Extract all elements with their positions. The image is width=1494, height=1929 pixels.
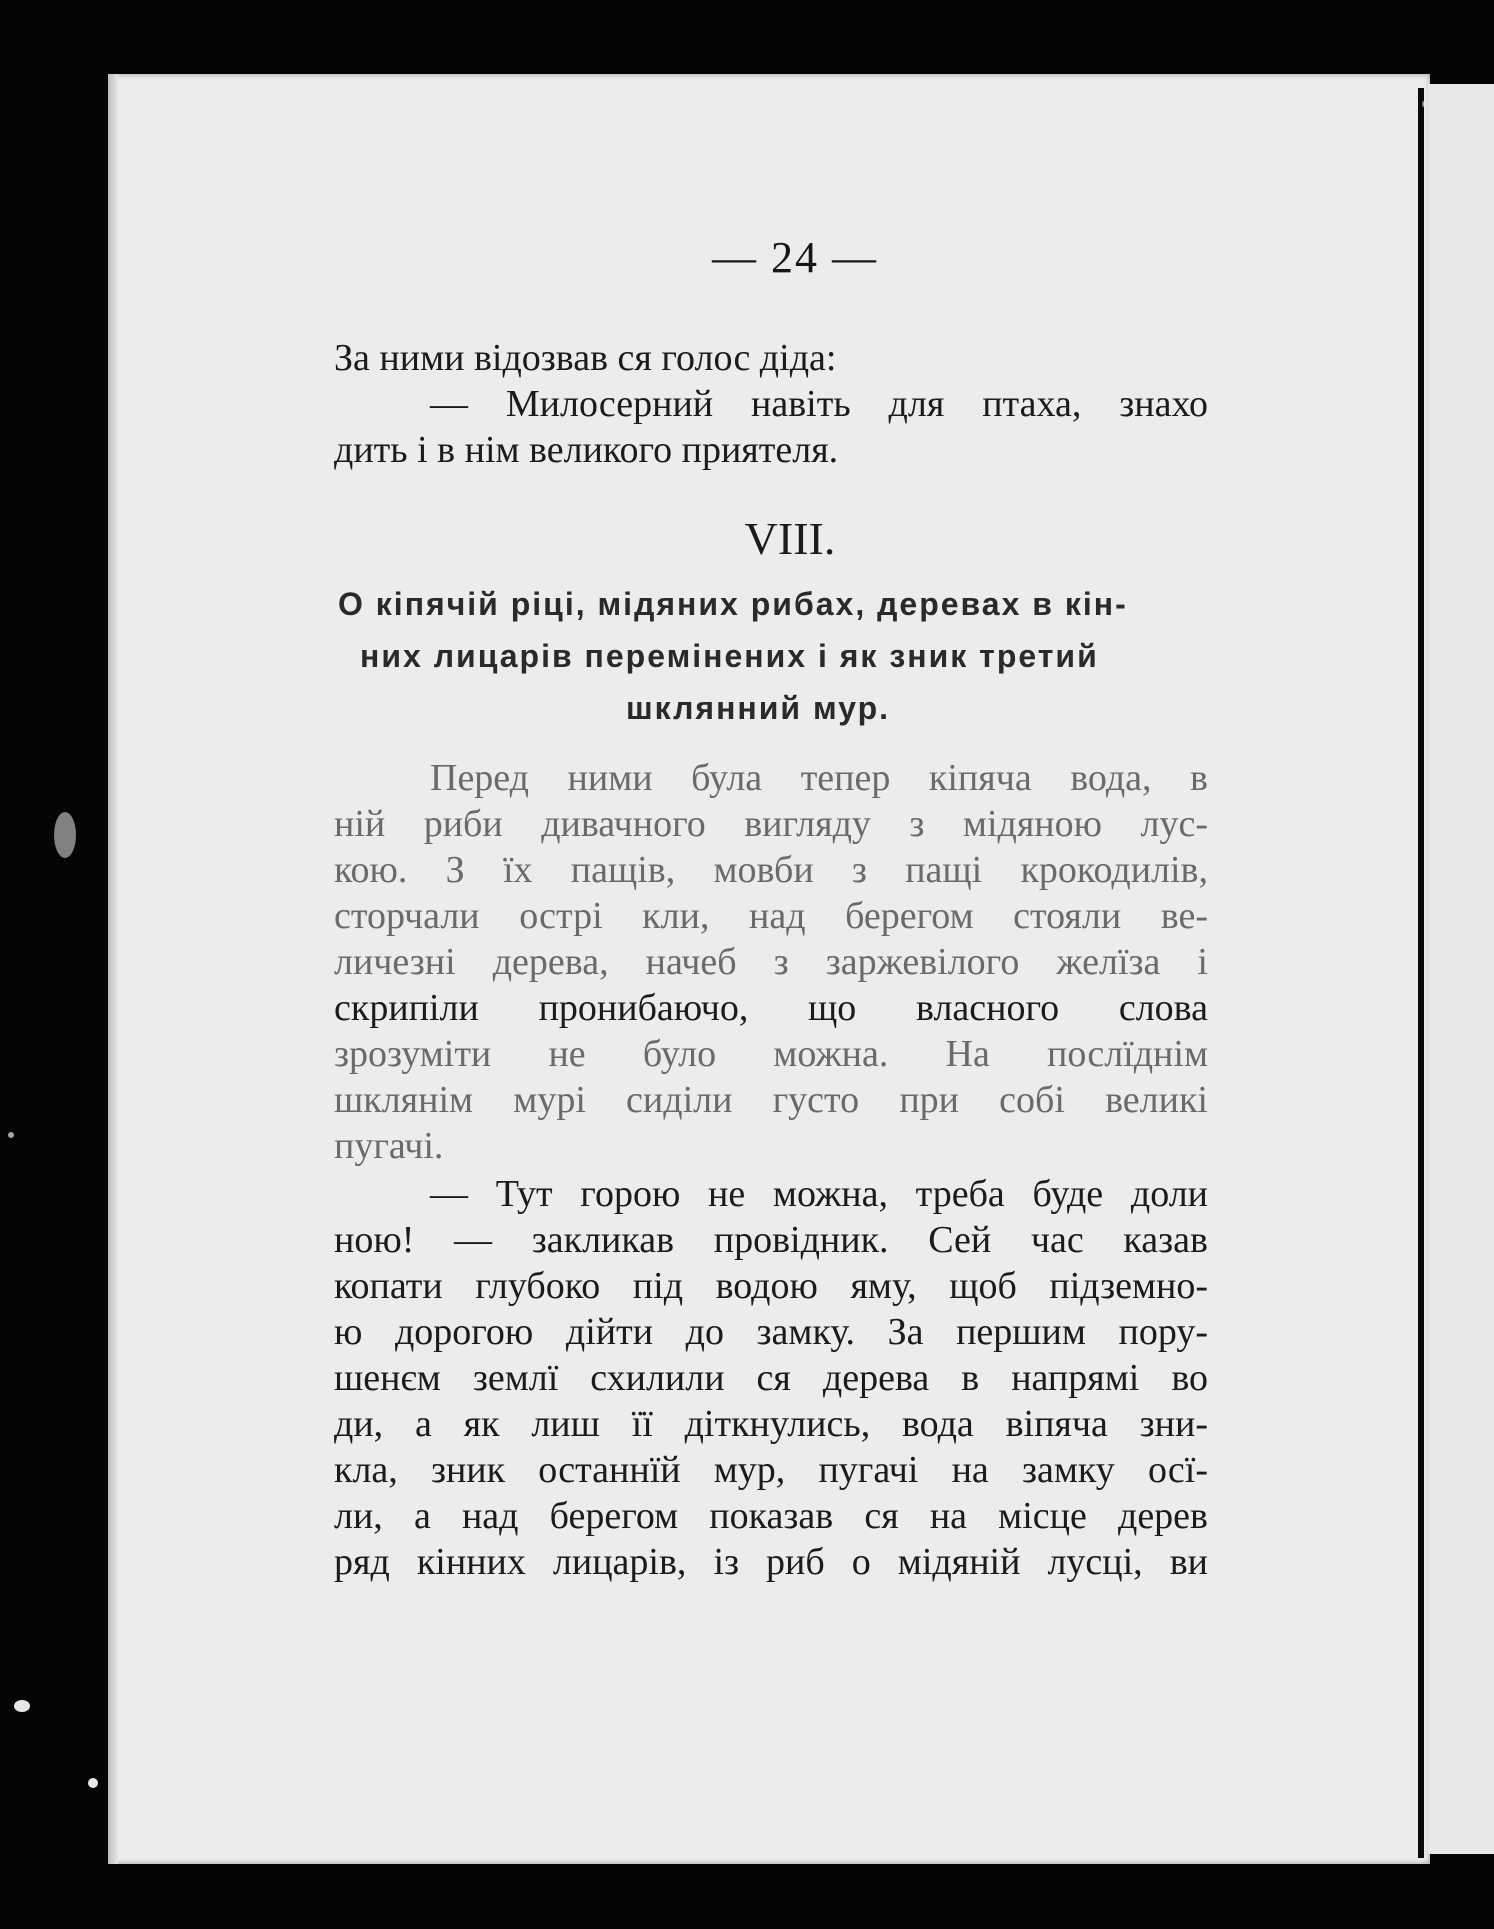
text-line: ряд кінних лицарів, із риб о мідяній лусці, ви	[334, 1541, 1208, 1583]
page-number: — 24 —	[712, 233, 878, 282]
text-line: ній риби дивачного вигляду з мідяною лус-	[334, 803, 1208, 845]
chapter-title-line: них лицарів перемінених і як зник третий	[360, 638, 1099, 674]
text-line: кла, зник останнїй мур, пугачі на замку осї-	[334, 1449, 1208, 1491]
chapter-title-line: шклянний мур.	[626, 690, 891, 726]
text-line: Перед ними була тепер кіпяча вода, в	[430, 757, 1208, 799]
text-line: За ними відозвав ся голос діда:	[334, 337, 837, 379]
scan-speck	[14, 1700, 30, 1712]
text-line: ди, а як лиш її діткнулись, вода віпяча зни-	[334, 1403, 1208, 1445]
next-page-edge	[1428, 84, 1494, 1854]
scan-speck	[88, 1778, 98, 1788]
text-line: ю дорогою дійти до замку. За першим пору-	[334, 1311, 1208, 1353]
text-line: пугачі.	[334, 1125, 444, 1167]
text-line: зрозуміти не було можна. На послїднім	[334, 1033, 1208, 1075]
text-line: ли, а над берегом показав ся на місце дерев	[334, 1495, 1208, 1537]
text-line: ною! — закликав провідник. Сей час казав	[334, 1219, 1208, 1261]
scan-speck	[54, 812, 76, 858]
text-line: шенєм землї схилили ся дерева в напрямі во	[334, 1357, 1208, 1399]
text-line: дить і в нім великого приятеля.	[334, 429, 839, 471]
chapter-numeral: VIII.	[744, 513, 836, 564]
text-line: копати глубоко під водою яму, щоб підземно-	[334, 1265, 1208, 1307]
text-line: — Тут горою не можна, треба буде доли	[430, 1173, 1208, 1215]
scan-speck	[1422, 100, 1430, 108]
text-line: личезні дерева, начеб з заржевілого желїза і	[334, 941, 1208, 983]
page-edge-shadow	[108, 74, 118, 1864]
text-line: скрипіли пронибаючо, що власного слова	[334, 987, 1208, 1029]
chapter-title-line: О кіпячій ріці, мідяних рибах, деревах в кін-	[338, 586, 1128, 622]
text-line: сторчали острі кли, над берегом стояли ве-	[334, 895, 1208, 937]
text-line: кою. З їх пащів, мовби з пащі крокодилів,	[334, 849, 1208, 891]
page-gutter	[1418, 88, 1424, 1858]
text-line: — Милосерний навіть для птаха, знахо	[430, 383, 1208, 425]
text-line: шклянім мурі сиділи густо при собі великі	[334, 1079, 1208, 1121]
scan-speck	[8, 1132, 14, 1138]
